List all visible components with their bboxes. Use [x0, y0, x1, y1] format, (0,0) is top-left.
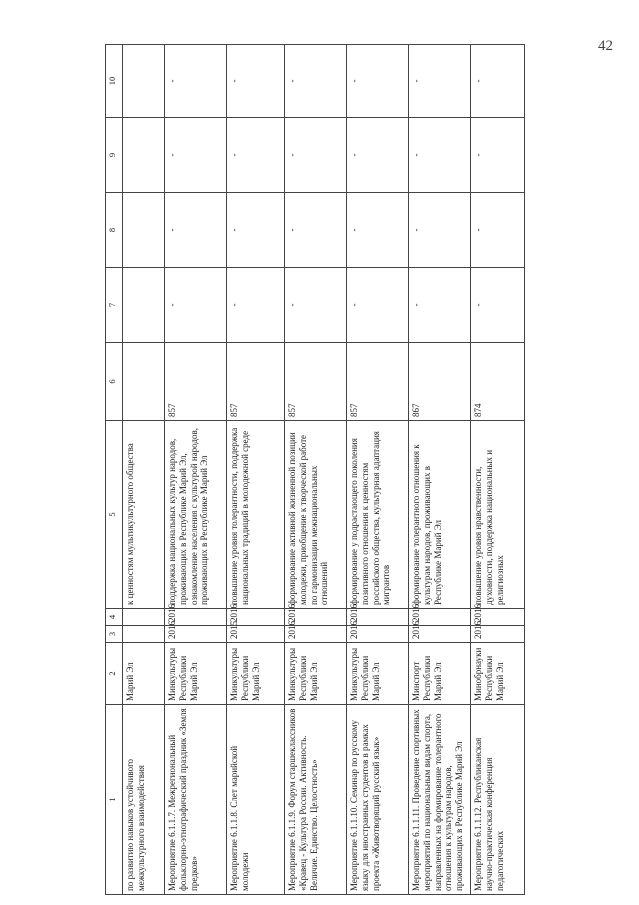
end-year-cell	[123, 609, 165, 626]
end-year-cell: 2016	[165, 609, 227, 626]
measure-name-cell: Мероприятие 6.1.1.11. Проведение спортивных мероприятий по национальным видам спорта, направленных на формирование толерантного отношения к культурам народов, проживающих в Республике Марий Эл	[409, 705, 471, 895]
result-cell: формирование активной жизненной позиции молодежи, приобщение к творческой работе по гармонизации межнациональных отношений	[285, 421, 347, 609]
measure-name-cell: по развитию навыков устойчивого межкультурного взаимодействия	[123, 705, 165, 895]
value-cell: -	[471, 45, 525, 118]
header-cell: 1	[106, 705, 123, 895]
code-cell: 874	[471, 343, 525, 421]
table-row	[471, 45, 525, 895]
value-cell: -	[347, 118, 409, 193]
start-year-cell	[123, 626, 165, 643]
value-cell: -	[165, 268, 227, 343]
value-cell: -	[227, 268, 285, 343]
value-cell: -	[409, 118, 471, 193]
end-year-cell: 2016	[471, 609, 525, 626]
value-cell: -	[285, 45, 347, 118]
table-row	[347, 45, 409, 895]
start-year-cell: 2016	[409, 626, 471, 643]
code-cell: 857	[347, 343, 409, 421]
executor-cell: Минобрнауки Республики Марий Эл	[471, 643, 525, 705]
measure-name-cell: Мероприятие 6.1.1.9. Форум старшеклассников «Кравец - Культура России. Активность. Величие. Единство. Целостность»	[285, 705, 347, 895]
code-cell: 857	[285, 343, 347, 421]
value-cell: -	[227, 193, 285, 268]
value-cell: -	[347, 45, 409, 118]
value-cell: -	[409, 268, 471, 343]
value-cell: -	[347, 268, 409, 343]
result-cell: формирование толерантного отношения к культурам народов, проживающих в Республике Марий Эл	[409, 421, 471, 609]
header-cell: 8	[106, 193, 123, 268]
code-cell: 857	[165, 343, 227, 421]
page-number: 42	[598, 38, 613, 54]
value-cell: -	[347, 193, 409, 268]
start-year-cell: 2016	[471, 626, 525, 643]
table-row	[165, 45, 227, 895]
value-cell: -	[227, 118, 285, 193]
header-cell: 3	[106, 626, 123, 643]
executor-cell: Минспорт Республики Марий Эл	[409, 643, 471, 705]
end-year-cell: 2016	[227, 609, 285, 626]
table-row	[227, 45, 285, 895]
header-cell: 2	[106, 643, 123, 705]
executor-cell: Минкультуры Республики Марий Эл	[285, 643, 347, 705]
end-year-cell: 2016	[285, 609, 347, 626]
result-cell: к ценностям мультикультурного общества	[123, 421, 165, 609]
value-cell: -	[285, 268, 347, 343]
value-cell: -	[471, 118, 525, 193]
value-cell	[123, 193, 165, 268]
header-cell: 7	[106, 268, 123, 343]
value-cell: -	[165, 45, 227, 118]
measures-table	[105, 44, 525, 895]
measure-name-cell: Мероприятие 6.1.1.10. Семинар по русскому языку для иностранных студентов в рамках проекта «Животворящий русский язык»	[347, 705, 409, 895]
measure-name-cell: Мероприятие 6.1.1.12. Республиканская научно-практическая конференция педагогических	[471, 705, 525, 895]
value-cell: -	[165, 118, 227, 193]
value-cell	[123, 45, 165, 118]
header-cell: 4	[106, 609, 123, 626]
result-cell: повышение уровня нравственности, духовности, поддержка национальных и религиозных	[471, 421, 525, 609]
header-cell: 6	[106, 343, 123, 421]
value-cell: -	[409, 193, 471, 268]
start-year-cell: 2016	[285, 626, 347, 643]
measure-name-cell: Мероприятие 6.1.1.8. Слет марийской молодежи	[227, 705, 285, 895]
value-cell	[123, 268, 165, 343]
rotated-table-container	[105, 45, 630, 895]
result-cell: формирование у подрастающего поколения позитивного отношения к ценностям российского общества, культурная адаптация мигрантов	[347, 421, 409, 609]
table-header-row	[106, 45, 123, 895]
header-cell: 5	[106, 421, 123, 609]
executor-cell: Минкультуры Республики Марий Эл	[347, 643, 409, 705]
table-row	[123, 45, 165, 895]
executor-cell: Минкультуры Республики Марий Эл	[227, 643, 285, 705]
executor-cell: Марий Эл	[123, 643, 165, 705]
value-cell: -	[165, 193, 227, 268]
value-cell: -	[471, 193, 525, 268]
start-year-cell: 2016	[347, 626, 409, 643]
header-cell: 10	[106, 45, 123, 118]
result-cell: повышение уровня толерантности, поддержка национальных традиций в молодежной среде	[227, 421, 285, 609]
value-cell	[123, 118, 165, 193]
result-cell: поддержка национальных культур народов, проживающих в Республике Марий Эл, ознакомление населения с культурой народов, проживающих в Республике Марий Эл	[165, 421, 227, 609]
value-cell: -	[285, 193, 347, 268]
value-cell: -	[471, 268, 525, 343]
end-year-cell: 2016	[347, 609, 409, 626]
header-cell: 9	[106, 118, 123, 193]
value-cell: -	[227, 45, 285, 118]
end-year-cell: 2016	[409, 609, 471, 626]
code-cell: 857	[227, 343, 285, 421]
table-row	[409, 45, 471, 895]
measure-name-cell: Мероприятие 6.1.1.7. Межрегиональный фольклорно-этнографический праздник «Земля предков»	[165, 705, 227, 895]
table-row	[285, 45, 347, 895]
code-cell	[123, 343, 165, 421]
start-year-cell: 2016	[165, 626, 227, 643]
value-cell: -	[285, 118, 347, 193]
executor-cell: Минкультуры Республики Марий Эл	[165, 643, 227, 705]
value-cell: -	[409, 45, 471, 118]
code-cell: 867	[409, 343, 471, 421]
start-year-cell: 2015	[227, 626, 285, 643]
